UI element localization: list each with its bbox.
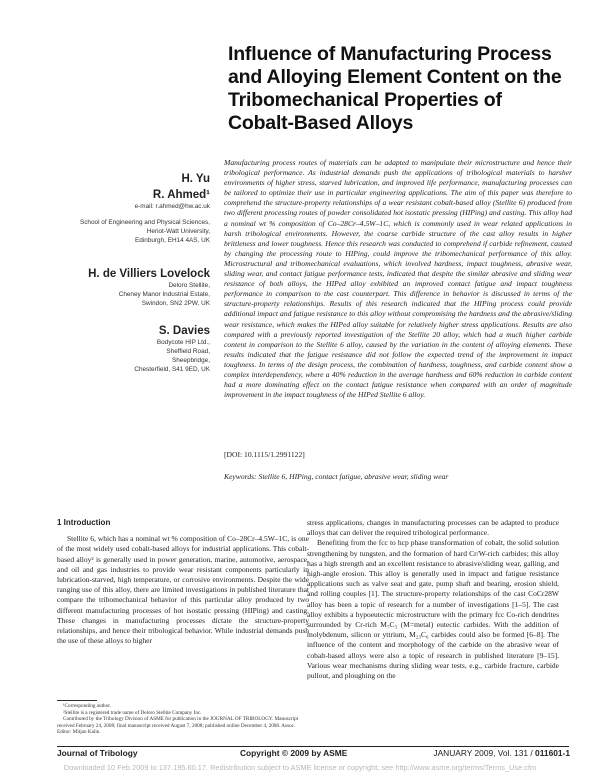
footnote-divider — [57, 700, 97, 701]
paper-title: Influence of Manufacturing Process and Alloying Element Content on the Tribomechanical Properties of Cobalt-Based Alloys — [228, 43, 562, 134]
body-paragraph: stress applications, changes in manufacturing processes can be adapted to produce alloys that can deliver the required tribological performance. — [307, 518, 559, 538]
author-email: e-mail: r.ahmed@hw.ac.uk — [134, 203, 210, 210]
author-name: R. Ahmed¹ — [152, 189, 210, 201]
author-affiliation: Cheney Manor Industrial Estate, — [118, 291, 210, 298]
author-affiliation: Heriot-Watt University, — [146, 228, 210, 235]
author-name: S. Davies — [158, 325, 210, 337]
author-affiliation: Bodycote HIP Ltd., — [156, 339, 210, 346]
author-affiliation: Swindon, SN2 2PW, UK — [141, 300, 210, 307]
author-affiliation: School of Engineering and Physical Sciences, — [79, 219, 210, 226]
author-name: H. de Villiers Lovelock — [88, 268, 210, 280]
footnote: ²Stellite is a registered trade name of Deloro Stellite Company Inc. — [63, 709, 202, 716]
issue-info — [433, 748, 570, 758]
download-notice: Downloaded 10 Feb 2009 to 137.195.60.17. Redistribution subject to ASME license or copyright; see http://www.asme.org/terms/Terms_Use.cfm — [63, 763, 537, 772]
author-affiliation: Sheepbridge, — [171, 357, 210, 364]
keywords: Keywords: Stellite 6, HIPing, contact fatigue, abrasive wear, sliding wear — [224, 472, 449, 481]
footer-divider — [57, 746, 569, 747]
page-number: 011601-1 — [532, 748, 570, 758]
author-affiliation: Edinburgh, EH14 4AS, UK — [135, 237, 210, 244]
footnote: Contributed by the Tribology Division of ASME for publication in the JOURNAL OF TRIBOLOGY. Manuscript received February 24, 2008; final manuscript received August 7, 2008; published online December 4, 2008. Assoc. Editor: Mitjan Kalin. — [57, 716, 299, 736]
copyright: Copyright © 2009 by ASME — [240, 748, 348, 758]
body-paragraph: Stellite 6, which has a nominal wt % composition of Co–28Cr–4.5W–1C, is one of the most widely used cobalt-based alloys for industrial applications. This cobalt-based alloy² is generally used in power generation, marine, automotive, aerospace, and oil and gas industries to provide wear resistant components particularly in lubrication-starved, high temperature, or corrosive environments. Despite the wide ranging use of this alloy, there are limited investigations in published literature that compare the tribomechanical behavior of this particular alloy produced by two different manufacturing processes of hot isostatic pressing (HIPing) and casting. These changes in manufacturing processes dictate the structure-property relationships, and hence their tribological behavior. While industrial demands push the use of these alloys to higher — [57, 534, 309, 646]
footnote: ¹Corresponding author. — [63, 703, 111, 709]
section-heading: 1 Introduction — [57, 518, 111, 527]
footnotes — [57, 703, 309, 736]
author-name: H. Yu — [181, 173, 210, 185]
right-column — [307, 518, 559, 681]
author-affiliation: Chesterfield, S41 9ED, UK — [134, 366, 210, 373]
author-affiliation: Sheffield Road, — [166, 348, 210, 355]
issue-date-volume: JANUARY 2009, Vol. 131 / — [433, 748, 533, 758]
journal-name: Journal of Tribology — [57, 748, 138, 758]
abstract: Manufacturing process routes of materials can be adapted to manipulate their microstructure and hence their tribological performance. As industrial demands push the applications of tribological materials to harsher environments of higher stress, starved lubrication, and improved life performance, manufacturing processes can be tailored to optimize their use in particular engineering applications. The aim of this paper was therefore to comprehend the structure-property relationships of a wear resistant cobalt-based alloy (Stellite 6) produced from two different processing routes of powder consolidated hot isostatic pressing (HIPing) and casting. This alloy had a nominal wt % composition of Co–28Cr–4.5W–1C, which is commonly used in wear related applications in harsh tribological environments. However, the coarse carbide structure of the cast alloy results in higher brittleness and lower toughness. Hence this research was conducted to comprehend if carbide refinement, caused by changing the processing route to HIPing, could improve the tribomechanical performance of this alloy. Microstructural and tribomechanical evaluations, which involved hardness, impact toughness, abrasive wear, sliding wear, and contact fatigue performance tests, indicated that despite the similar abrasive and sliding wear resistance of both alloys, the HIPed alloy exhibited an improved contact fatigue and impact toughness performance in comparison to the cast counterpart. This difference in behavior is discussed in terms of the structure-property relationships. Results of this research indicated that the HIPing process could provide additional impact and fatigue resistance to this alloy without compromising the hardness and the abrasive/sliding wear resistance, which makes the HIPed alloy suitable for relatively higher stress applications. Results are also compared with a previously reported investigation of the Stellite 20 alloy, which had a much higher carbide content in comparison to the Stellite 6 alloy, caused by the variation in the content of alloying elements. These results indicated that the fatigue resistance did not follow the expected trend of the improvement in impact toughness. In terms of the design process, the combination of hardness, toughness, and carbide content show a complex interdependency, where a 40% reduction in the average hardness and 60% reduction in carbide content had a more dominating effect on the contact fatigue resistance when compared with an order of magnitude improvement in the impact toughness of the HIPed Stellite 6 alloy. — [224, 158, 572, 400]
author-block — [20, 172, 210, 374]
left-column — [57, 518, 309, 646]
author-affiliation: Deloro Stellite, — [168, 282, 210, 289]
body-paragraph: Benefiting from the fcc to hcp phase transformation of cobalt, the solid solution strengthening by tungsten, and the formation of hard Cr/W-rich carbides; this alloy has a high strength and an excellent resistance to abrasive/sliding wear, galling, and high-angle erosion. This alloy is generally used in impact and fatigue resistance applications such as valve seat and gate, pump shaft and bearing, erosion shield, and rolling couples [1]. The structure-property relationships of the cast CoCr28W alloy has been a topic of research for a number of investigations [1–5]. The cast alloy exhibits a hypoeutectic microstructure with the primary fcc Co-rich dendrites surrounded by Cr-rich M₇C₃ (M=metal) eutectic carbides. With the addition of molybdenum, silicon or yttrium, M₂₃C₆ carbides could also be formed [6–8]. The influence of the content and morphology of the carbide on the abrasive wear of cobalt-based alloys were also a topic of research in published literature [9–15]. Various wear mechanisms during sliding wear tests, e.g., carbide fracture, carbide pullout, and ploughing on the — [307, 538, 559, 681]
doi: [DOI: 10.1115/1.2991122] — [224, 450, 305, 459]
